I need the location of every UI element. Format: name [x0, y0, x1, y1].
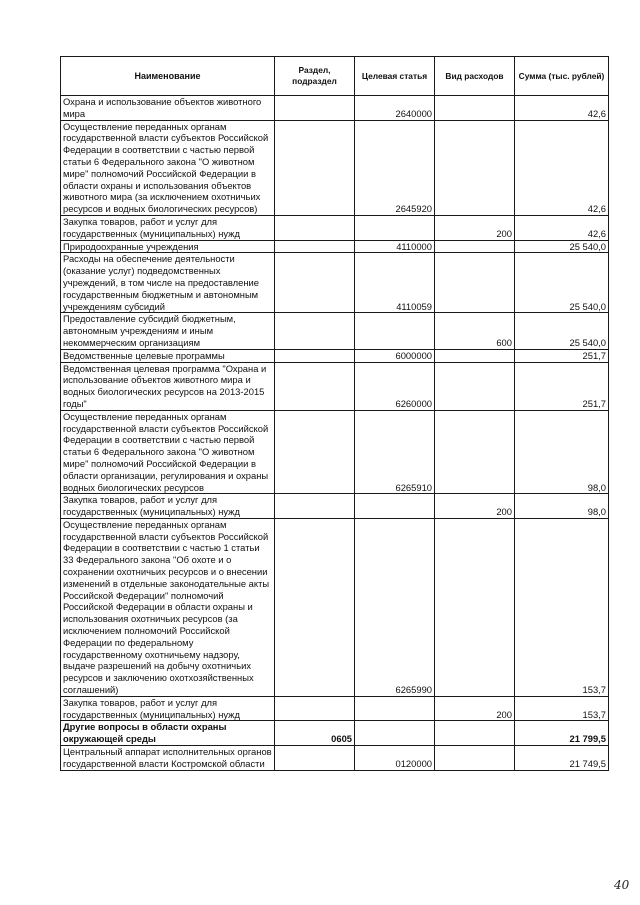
cell-section: [275, 349, 355, 362]
cell-expense-type: 200: [435, 215, 515, 240]
cell-section: [275, 313, 355, 349]
table-row: [61, 120, 609, 215]
header-sum: Сумма (тыс. рублей): [515, 57, 609, 96]
header-target: Целевая статья: [355, 57, 435, 96]
cell-sum: 251,7: [515, 362, 609, 410]
cell-target: 2645920: [355, 120, 435, 215]
cell-section: [275, 120, 355, 215]
cell-section: [275, 362, 355, 410]
cell-section: [275, 518, 355, 696]
cell-target: 6265910: [355, 410, 435, 494]
cell-sum: 25 540,0: [515, 240, 609, 253]
cell-sum: 42,6: [515, 96, 609, 121]
cell-expense-type: [435, 240, 515, 253]
cell-name: Расходы на обеспечение деятельности (оказание услуг) подведомственных учреждений, в том числе на предоставление государственным бюджетным и автономным учреждениям субсидий: [61, 253, 275, 313]
cell-target: 6000000: [355, 349, 435, 362]
cell-sum: 25 540,0: [515, 253, 609, 313]
cell-expense-type: [435, 120, 515, 215]
cell-expense-type: 200: [435, 696, 515, 721]
cell-name: Осуществление переданных органам государственной власти субъектов Российской Федерации в соответствии с частью первой статьи 6 Федерального закона "О животном мире" полномочий Российской Федерации в области охраны и использования объектов животного мира (за исключением охотничьих ресурсов и водных биологических ресурсов): [61, 120, 275, 215]
cell-section: 0605: [275, 721, 355, 746]
table-row: [61, 240, 609, 253]
table-body: [61, 96, 609, 771]
header-section: Раздел, подраздел: [275, 57, 355, 96]
cell-name: Другие вопросы в области охраны окружающей среды: [61, 721, 275, 746]
cell-sum: 153,7: [515, 696, 609, 721]
cell-section: [275, 696, 355, 721]
header-expense-type: Вид расходов: [435, 57, 515, 96]
cell-sum: 21 749,5: [515, 746, 609, 771]
cell-sum: 25 540,0: [515, 313, 609, 349]
cell-expense-type: [435, 518, 515, 696]
cell-target: [355, 696, 435, 721]
cell-name: Ведомственная целевая программа "Охрана и использование объектов животного мира и водных биологических ресурсов на 2013-2015 годы": [61, 362, 275, 410]
table-row: [61, 518, 609, 696]
cell-name: Осуществление переданных органам государственной власти субъектов Российской Федерации в соответствии с частью 1 статьи 33 Федерального закона "Об охоте и о сохранении охотничьих ресурсов и о внесении изменений в отдельные законодательные акты Российской Федерации" полномочий Российской Федерации в области охраны и использования охотничьих ресурсов (за исключением полномочий Российской Федерации по федеральному государственному охотничьему надзору, выдаче разрешений на добычу охотничьих ресурсов и заключению охотхозяйственных соглашений): [61, 518, 275, 696]
cell-sum: 251,7: [515, 349, 609, 362]
cell-section: [275, 410, 355, 494]
cell-name: Предоставление субсидий бюджетным, автономным учреждениям и иным некоммерческим организациям: [61, 313, 275, 349]
cell-target: [355, 313, 435, 349]
cell-target: 2640000: [355, 96, 435, 121]
cell-target: 6260000: [355, 362, 435, 410]
cell-expense-type: [435, 96, 515, 121]
table-row: [61, 349, 609, 362]
cell-expense-type: [435, 349, 515, 362]
cell-expense-type: [435, 721, 515, 746]
cell-sum: 21 799,5: [515, 721, 609, 746]
cell-expense-type: 600: [435, 313, 515, 349]
cell-target: 6265990: [355, 518, 435, 696]
cell-name: Закупка товаров, работ и услуг для государственных (муниципальных) нужд: [61, 215, 275, 240]
table-row: [61, 494, 609, 519]
cell-section: [275, 240, 355, 253]
cell-target: 0120000: [355, 746, 435, 771]
cell-expense-type: [435, 253, 515, 313]
cell-target: [355, 494, 435, 519]
table-row: [61, 721, 609, 746]
table-row: [61, 313, 609, 349]
cell-expense-type: [435, 362, 515, 410]
cell-section: [275, 494, 355, 519]
cell-sum: 42,6: [515, 215, 609, 240]
cell-target: [355, 215, 435, 240]
cell-section: [275, 215, 355, 240]
cell-expense-type: 200: [435, 494, 515, 519]
cell-name: Закупка товаров, работ и услуг для государственных (муниципальных) нужд: [61, 696, 275, 721]
cell-section: [275, 253, 355, 313]
cell-sum: 98,0: [515, 494, 609, 519]
cell-target: [355, 721, 435, 746]
table-row: [61, 253, 609, 313]
cell-name: Ведомственные целевые программы: [61, 349, 275, 362]
cell-name: Природоохранные учреждения: [61, 240, 275, 253]
table-row: [61, 410, 609, 494]
cell-name: Охрана и использование объектов животного мира: [61, 96, 275, 121]
page-number: 40: [614, 878, 630, 892]
table-row: [61, 696, 609, 721]
table-header-row: [61, 57, 609, 96]
table-row: [61, 96, 609, 121]
cell-target: 4110000: [355, 240, 435, 253]
cell-name: Центральный аппарат исполнительных органов государственной власти Костромской области: [61, 746, 275, 771]
budget-sheet: [60, 56, 608, 771]
budget-table: [60, 56, 609, 771]
header-name: Наименование: [61, 57, 275, 96]
cell-sum: 98,0: [515, 410, 609, 494]
cell-name: Осуществление переданных органам государственной власти субъектов Российской Федерации в соответствии с частью первой статьи 6 Федерального закона "О животном мире" полномочий Российской Федерации в области организации, регулирования и охраны водных биологических ресурсов: [61, 410, 275, 494]
cell-sum: 153,7: [515, 518, 609, 696]
table-row: [61, 746, 609, 771]
cell-expense-type: [435, 410, 515, 494]
cell-sum: 42,6: [515, 120, 609, 215]
table-row: [61, 362, 609, 410]
table-row: [61, 215, 609, 240]
cell-target: 4110059: [355, 253, 435, 313]
cell-expense-type: [435, 746, 515, 771]
cell-name: Закупка товаров, работ и услуг для государственных (муниципальных) нужд: [61, 494, 275, 519]
cell-section: [275, 746, 355, 771]
cell-section: [275, 96, 355, 121]
